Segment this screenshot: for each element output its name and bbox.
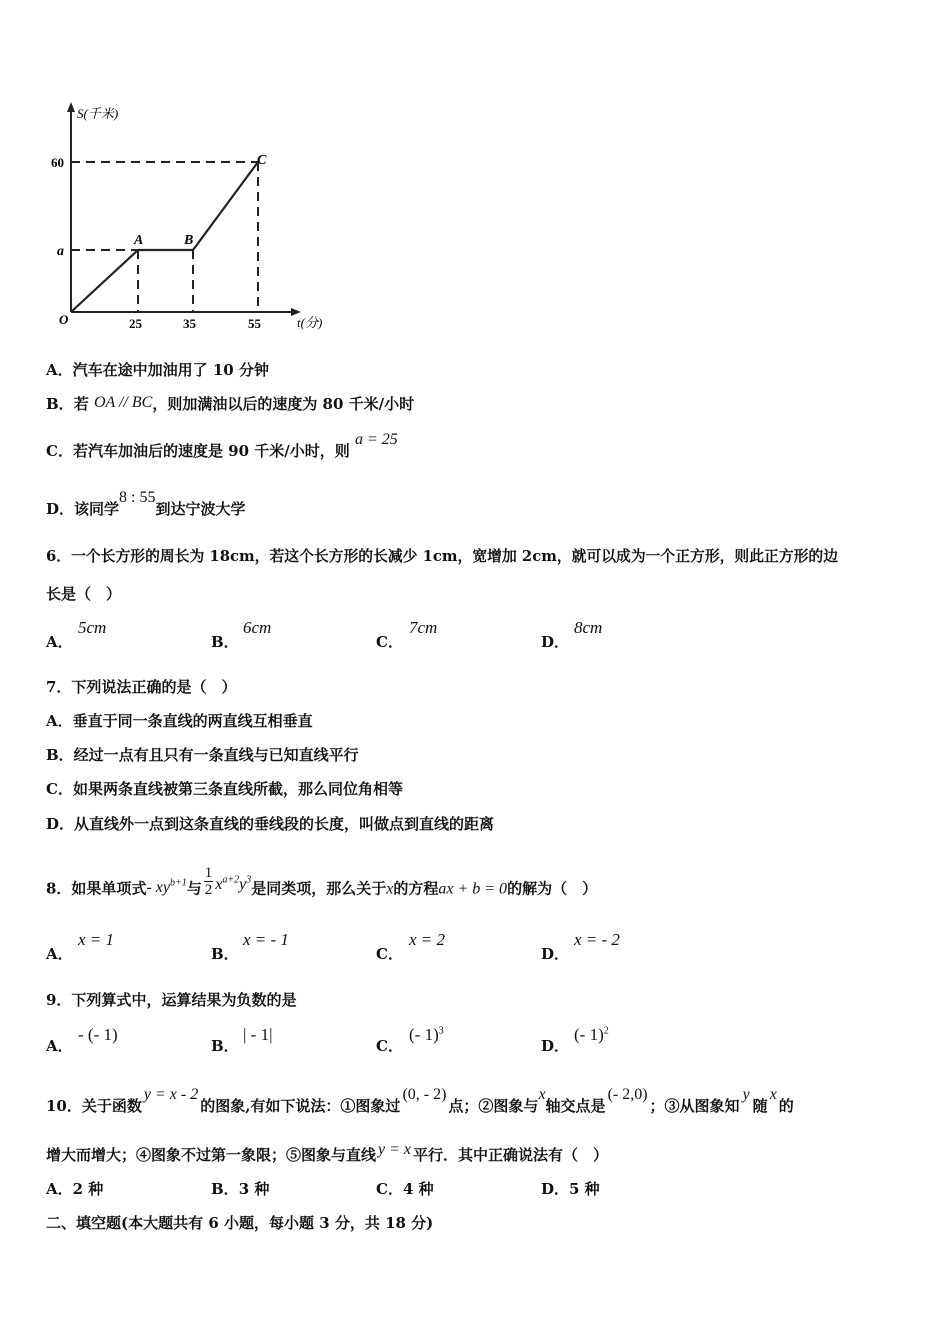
q7-stem: 7．下列说法正确的是（ ） — [46, 678, 237, 696]
q7-option-d: D．从直线外一点到这条直线的垂线段的长度，叫做点到直线的距离 — [46, 815, 495, 833]
x-tick-55: 55 — [248, 316, 261, 331]
q8-option-c-value: x = 2 — [409, 930, 446, 949]
q6-stem-line1: 6．一个长方形的周长为 18cm，若这个长方形的长减少 1cm，宽增加 2cm，就可以成为一个正方形，则此正方形的边 — [46, 548, 838, 565]
equation-ax-b: ax + b = 0 — [438, 880, 508, 898]
q8-option-c-letter: C． — [376, 945, 403, 963]
x-tick-35: 35 — [183, 316, 196, 331]
point-a-label: A — [134, 233, 144, 248]
q9-option-c-letter: C． — [376, 1037, 403, 1055]
math-a-equals-25: a = 25 — [355, 431, 398, 448]
q7-option-c: C．如果两条直线被第三条直线所截，那么同位角相等 — [46, 780, 403, 798]
q6-option-b-letter: B． — [211, 633, 239, 651]
q8-stem: 8．如果单项式- $xy^{b+1}$与 $\frac{1}{2}$ $x^{a+2}y^3$是同类项，那么关于x的方程ax + b = 0的解为（ ） — [46, 865, 598, 898]
q6-option-c-value: 7cm — [409, 618, 438, 637]
q6-option-a-letter: A． — [46, 633, 73, 651]
q8-option-b-letter: B． — [211, 945, 239, 963]
point-b-label: B — [184, 233, 194, 248]
q9-option-b-value: | - 1| — [243, 1025, 273, 1044]
q9-option-b-letter: B． — [211, 1037, 239, 1055]
q9-option-d-letter: D． — [541, 1037, 570, 1055]
x-axis-label: t(分) — [297, 315, 323, 330]
q5-option-d: D．该同学8 : 55到达宁波大学 — [46, 489, 246, 518]
q10-stem-line2: 增大而增大；④图象不过第一象限；⑤图象与直线 y = x 平行．其中正确说法有（ ） — [46, 1141, 609, 1164]
q6-option-d-letter: D． — [541, 633, 570, 651]
q10-option-a: A．2 种 — [46, 1180, 104, 1198]
q8-option-d-letter: D． — [541, 945, 570, 963]
q6-option-a-value: 5cm — [78, 618, 107, 637]
graph-line — [71, 162, 258, 312]
q5-option-c: C．若汽车加油后的速度是 90 千米/小时，则 a = 25 — [46, 431, 398, 460]
q8-option-a-value: x = 1 — [78, 930, 115, 949]
q8-option-a-letter: A． — [46, 945, 73, 963]
q6-stem-line2: 长是（ ） — [46, 585, 122, 603]
y-tick-60: 60 — [51, 155, 64, 170]
monomial-1: - $xy^{b+1}$ — [146, 877, 187, 896]
q6-option-b-value: 6cm — [243, 618, 272, 637]
q9-option-a-value: - (- 1) — [78, 1025, 118, 1044]
q7-option-a: A．垂直于同一条直线的两直线互相垂直 — [46, 712, 313, 730]
monomial-2: $x^{a+2}y^3$ — [215, 874, 252, 893]
q10-option-d: D．5 种 — [541, 1180, 600, 1198]
q10-option-c: C．4 种 — [376, 1180, 434, 1198]
section-2-heading: 二、填空题(本大题共有 6 小题，每小题 3 分，共 18 分) — [46, 1214, 434, 1232]
fraction-half: $\frac{1}{2}$ — [204, 865, 213, 898]
point-c-label: C — [257, 153, 267, 168]
q6-option-c-letter: C． — [376, 633, 403, 651]
q9-stem: 9．下列算式中，运算结果为负数的是 — [46, 991, 297, 1009]
math-oa-parallel-bc: OA // BC — [93, 394, 153, 411]
q9-option-a-letter: A． — [46, 1037, 73, 1055]
q5-option-b: B．若 OA // BC，则加满油以后的速度为 80 千米/小时 — [46, 394, 415, 413]
q8-option-d-value: x = - 2 — [574, 930, 620, 949]
x-tick-25: 25 — [129, 316, 142, 331]
y-tick-a: a — [57, 244, 64, 259]
q9-option-d-value: (- 1)$^2$ — [574, 1025, 609, 1044]
y-axis-arrow — [67, 102, 75, 112]
distance-time-graph — [45, 98, 345, 338]
origin-label: O — [59, 312, 69, 327]
y-axis-label: S(千米) — [77, 106, 119, 121]
math-time: 8 : 55 — [119, 489, 156, 506]
q9-option-c-value: (- 1)$^3$ — [409, 1025, 444, 1044]
q5-option-a: A．汽车在途中加油用了 10 分钟 — [46, 361, 269, 379]
q7-option-b: B．经过一点有且只有一条直线与已知直线平行 — [46, 746, 359, 764]
q10-stem-line1: 10．关于函数y = x - 2的图象,有如下说法：①图象过(0, - 2)点；②图象与x轴交点是(- 2,0)；③从图象知y随x的 — [46, 1086, 794, 1115]
q8-option-b-value: x = - 1 — [243, 930, 289, 949]
q6-option-d-value: 8cm — [574, 618, 603, 637]
q10-option-b: B．3 种 — [211, 1180, 270, 1198]
